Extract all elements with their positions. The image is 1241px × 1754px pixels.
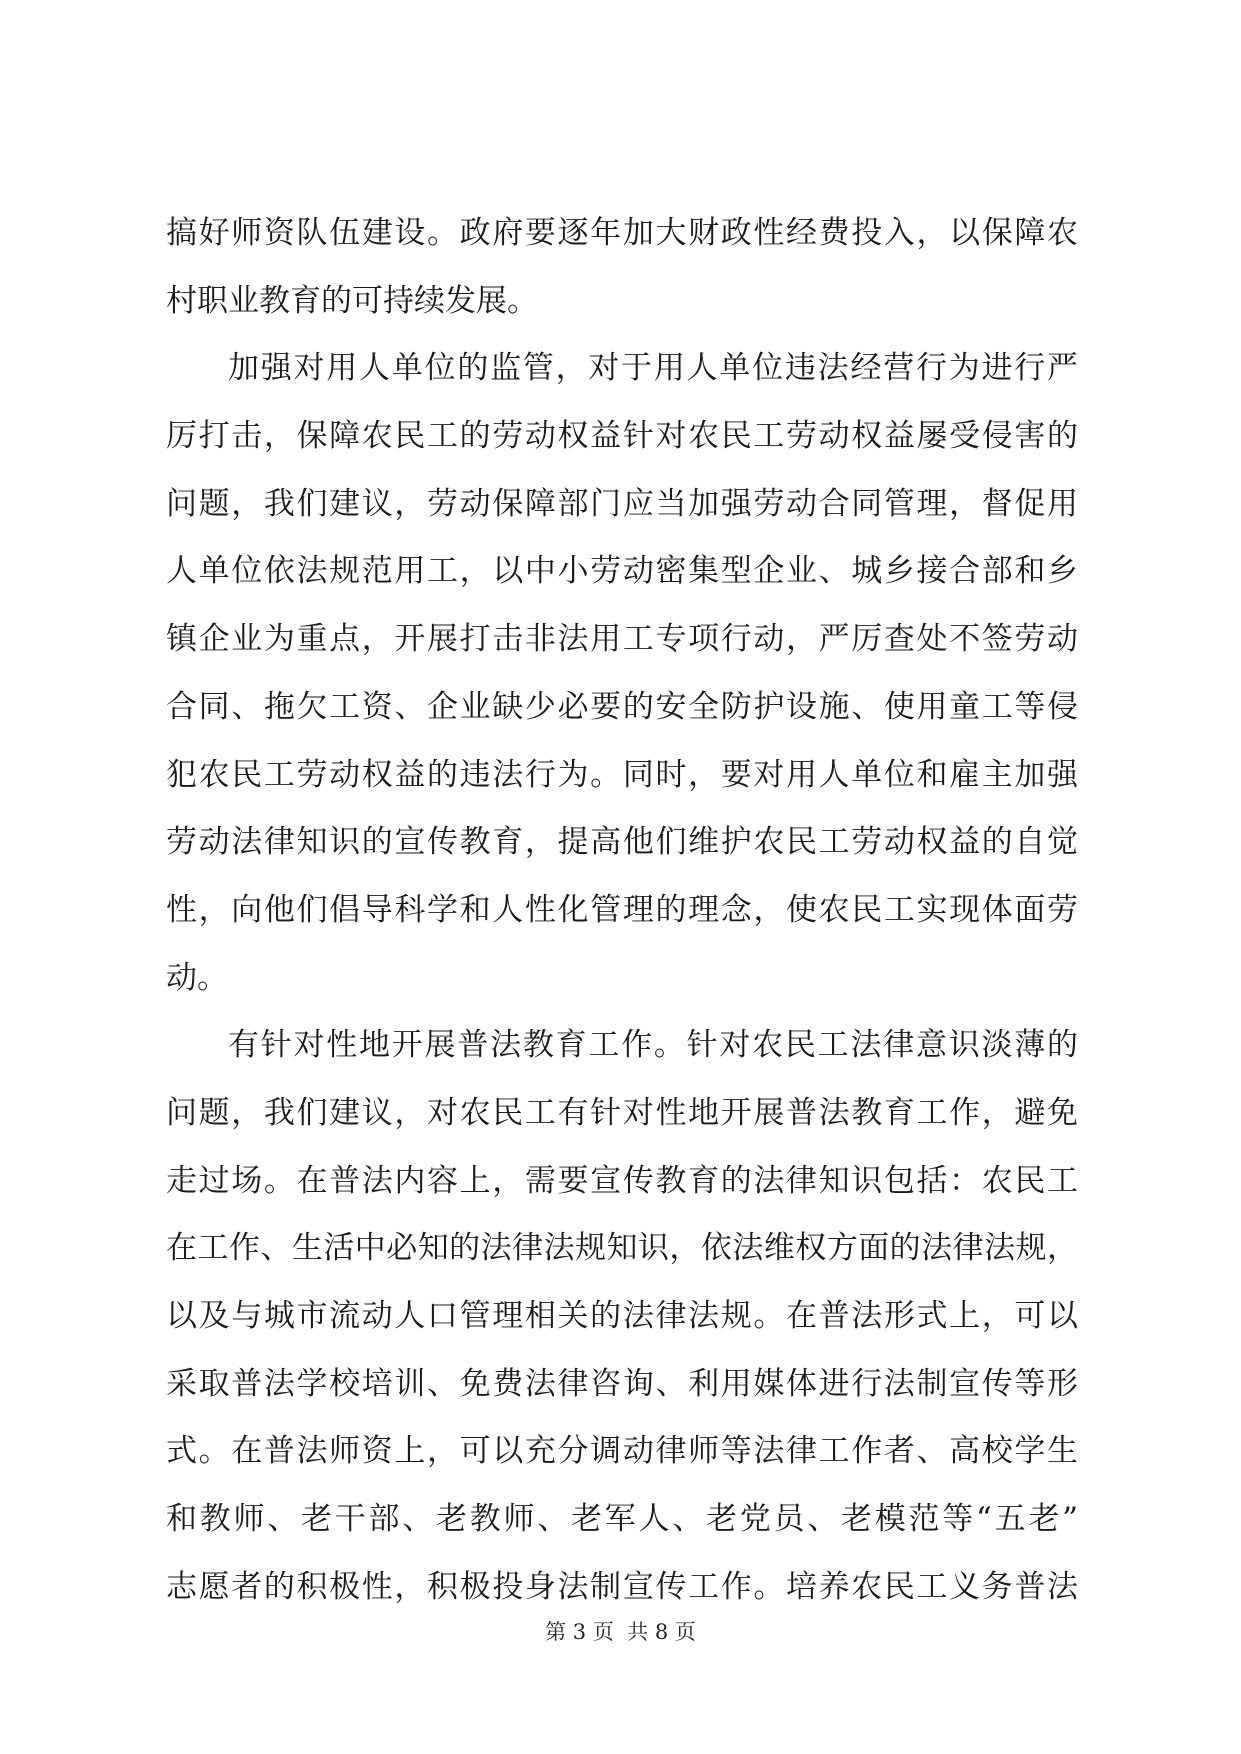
text-line: 镇企业为重点，开展打击非法用工专项行动，严厉查处不签劳动: [166, 621, 1078, 658]
text-line: 和教师、老干部、老教师、老军人、老党员、老模范等“五老”: [166, 1501, 1078, 1538]
text-line: 有针对性地开展普法教育工作。针对农民工法律意识淡薄的: [228, 1027, 1078, 1064]
text-line: 劳动法律知识的宣传教育，提高他们维护农民工劳动权益的自觉: [166, 824, 1078, 861]
text-line: 志愿者的积极性，积极投身法制宣传工作。培养农民工义务普法: [166, 1568, 1078, 1605]
page-number-footer: 第 3 页 共 8 页: [545, 1620, 696, 1644]
text-line: 走过场。在普法内容上，需要宣传教育的法律知识包括：农民工: [166, 1162, 1078, 1199]
text-line: 搞好师资队伍建设。政府要逐年加大财政性经费投入，以保障农: [166, 215, 1078, 251]
text-line: 以及与城市流动人口管理相关的法律法规。在普法形式上，可以: [166, 1298, 1078, 1334]
text-line: 动。: [166, 959, 228, 996]
paragraph-1: [166, 200, 1078, 335]
text-line: 问题，我们建议，对农民工有针对性地开展普法教育工作，避免: [166, 1094, 1078, 1131]
text-line: 性，向他们倡导科学和人性化管理的理念，使农民工实现体面劳: [166, 891, 1078, 928]
text-line: 厉打击，保障农民工的劳动权益针对农民工劳动权益屡受侵害的: [166, 418, 1078, 455]
text-line: 村职业教育的可持续发展。: [166, 282, 538, 319]
text-line: 加强对用人单位的监管，对于用人单位违法经营行为进行严: [228, 350, 1078, 387]
paragraph-3: [166, 1012, 1078, 1621]
text-line: 问题，我们建议，劳动保障部门应当加强劳动合同管理，督促用: [166, 485, 1078, 522]
text-line: 式。在普法师资上，可以充分调动律师等法律工作者、高校学生: [166, 1433, 1078, 1470]
text-line: 采取普法学校培训、免费法律咨询、利用媒体进行法制宣传等形: [166, 1365, 1078, 1402]
text-line: 犯农民工劳动权益的违法行为。同时，要对用人单位和雇主加强: [166, 756, 1078, 793]
document-body: [166, 200, 1078, 1621]
text-line: 合同、拖欠工资、企业缺少必要的安全防护设施、使用童工等侵: [166, 688, 1078, 725]
text-line: 人单位依法规范用工，以中小劳动密集型企业、城乡接合部和乡: [166, 553, 1078, 590]
paragraph-2: [166, 335, 1078, 1012]
text-line: 在工作、生活中必知的法律法规知识，依法维权方面的法律法规，: [166, 1230, 1078, 1267]
